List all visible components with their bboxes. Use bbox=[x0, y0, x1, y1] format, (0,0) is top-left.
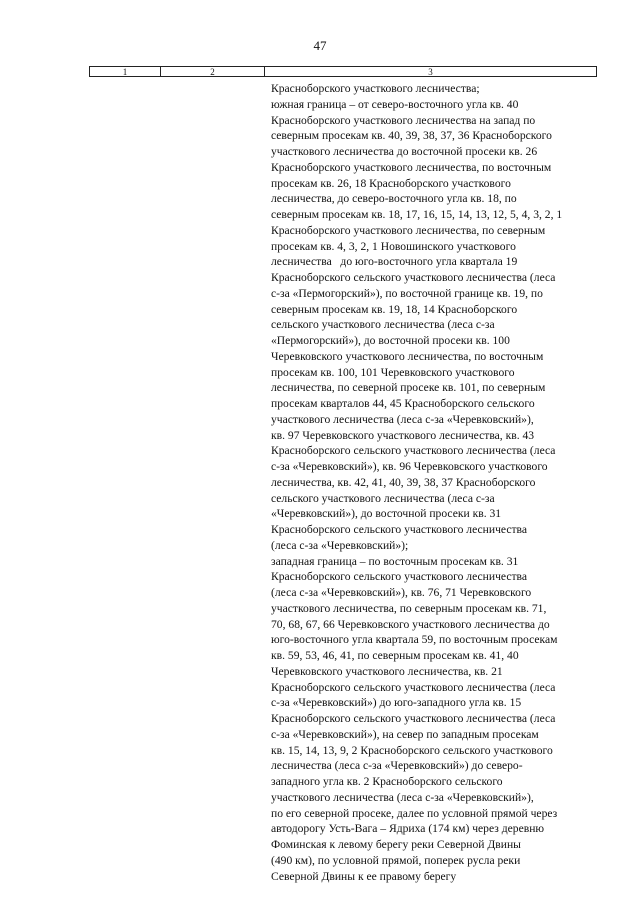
text-line: сельского участкового лесничества (леса с-за bbox=[271, 491, 495, 505]
text-line: (леса с-за «Черевковский»); bbox=[271, 538, 409, 552]
text-line: северным просекам кв. 19, 18, 14 Красноборского bbox=[271, 302, 518, 316]
text-line: участкового лесничества (леса с-за «Черевковский»), bbox=[271, 790, 534, 804]
text-line: Черевковского участкового лесничества, кв. 21 bbox=[271, 664, 503, 678]
text-line: Красноборского сельского участкового лесничества bbox=[271, 570, 528, 584]
text-line: Красноборского сельского участкового лесничества (леса bbox=[271, 444, 556, 458]
text-line: Красноборского участкового лесничества, по северным bbox=[271, 223, 546, 237]
column-header-3: 3 bbox=[428, 67, 433, 77]
text-line: 70, 68, 67, 66 Черевковского участкового лесничества до bbox=[271, 617, 550, 631]
text-line: Красноборского участкового лесничества на запад по bbox=[271, 113, 536, 127]
text-line: «Черевковский»), до восточной просеки кв. 31 bbox=[271, 507, 502, 521]
text-line: юго-восточного угла квартала 59, по восточным просекам bbox=[271, 633, 558, 647]
text-line: лесничества, по северной просеке кв. 101, по северным bbox=[271, 381, 546, 395]
text-line: (490 км), по условной прямой, поперек русла реки bbox=[271, 853, 521, 867]
text-line: Красноборского сельского участкового лесничества (леса bbox=[271, 680, 556, 694]
column-header-table bbox=[89, 66, 597, 77]
text-line: Красноборского сельского участкового лесничества (леса bbox=[271, 271, 556, 284]
column-header-2: 2 bbox=[161, 67, 265, 76]
text-line: Красноборского участкового лесничества; bbox=[271, 82, 480, 95]
text-line: южная граница – от северо-восточного угла кв. 40 bbox=[271, 97, 519, 111]
text-line: лесничества, до северо-восточного угла кв. 18, по bbox=[271, 192, 517, 206]
page-number: 47 bbox=[313, 38, 327, 53]
boundary-description-text bbox=[271, 81, 601, 884]
text-line: (леса с-за «Черевковский»), кв. 76, 71 Черевковского bbox=[271, 586, 532, 599]
text-line: Красноборского сельского участкового лесничества (леса bbox=[271, 712, 556, 725]
text-line: лесничества (леса с-за «Черевковский») до северо- bbox=[271, 759, 523, 773]
text-line: кв. 59, 53, 46, 41, по северным просекам кв. 41, 40 bbox=[271, 649, 519, 662]
text-line: Фоминская к левому берегу реки Северной Двины bbox=[271, 838, 521, 851]
text-line: Красноборского участкового лесничества, по восточным bbox=[271, 160, 552, 174]
text-line: просекам кв. 26, 18 Красноборского участкового bbox=[271, 176, 511, 190]
text-line: участкового лесничества, по северным просекам кв. 71, bbox=[271, 601, 547, 615]
text-line: просекам кв. 4, 3, 2, 1 Новошинского участкового bbox=[271, 239, 516, 253]
text-line: с-за «Черевковский»), на север по западным просекам bbox=[271, 727, 539, 741]
column-header-1: 1 bbox=[90, 67, 161, 76]
text-line: лесничества до юго-восточного угла квартала 19 bbox=[271, 255, 518, 269]
text-line: Черевковского участкового лесничества, по восточным bbox=[271, 349, 544, 363]
text-line: «Пермогорский»), до восточной просеки кв. 100 bbox=[271, 334, 510, 347]
text-line: участкового лесничества до восточной просеки кв. 26 bbox=[271, 145, 538, 158]
text-line: северным просекам кв. 18, 17, 16, 15, 14, 13, 12, 5, 4, 3, 2, 1 bbox=[271, 208, 563, 221]
text-line: участкового лесничества (леса с-за «Черевковский»), bbox=[271, 412, 534, 426]
text-line: с-за «Черевковский»), кв. 96 Черевковского участкового bbox=[271, 460, 548, 473]
text-line: сельского участкового лесничества (леса с-за bbox=[271, 318, 495, 332]
text-line: западная граница – по восточным просекам кв. 31 bbox=[271, 554, 519, 568]
text-line: Красноборского сельского участкового лесничества bbox=[271, 523, 528, 536]
text-line: северным просекам кв. 40, 39, 38, 37, 36 Красноборского bbox=[271, 129, 552, 143]
text-line: с-за «Пермогорский»), по восточной границе кв. 19, по bbox=[271, 286, 543, 300]
text-line: просекам кварталов 44, 45 Красноборского сельского bbox=[271, 397, 535, 410]
text-line: кв. 15, 14, 13, 9, 2 Красноборского сельского участкового bbox=[271, 743, 553, 757]
text-line: по его северной просеке, далее по условной прямой через bbox=[271, 806, 558, 820]
text-line: кв. 97 Черевковского участкового лесничества, кв. 43 bbox=[271, 428, 535, 442]
text-line: Северной Двины к ее правому берегу bbox=[271, 869, 457, 883]
text-line: лесничества, кв. 42, 41, 40, 39, 38, 37 Красноборского bbox=[271, 475, 536, 489]
text-line: западного угла кв. 2 Красноборского сельского bbox=[271, 775, 503, 788]
text-line: с-за «Черевковский») до юго-западного угла кв. 15 bbox=[271, 696, 522, 710]
text-line: автодорогу Усть-Вага – Ядриха (174 км) через деревню bbox=[271, 822, 545, 836]
text-line: просекам кв. 100, 101 Черевковского участкового bbox=[271, 365, 515, 379]
